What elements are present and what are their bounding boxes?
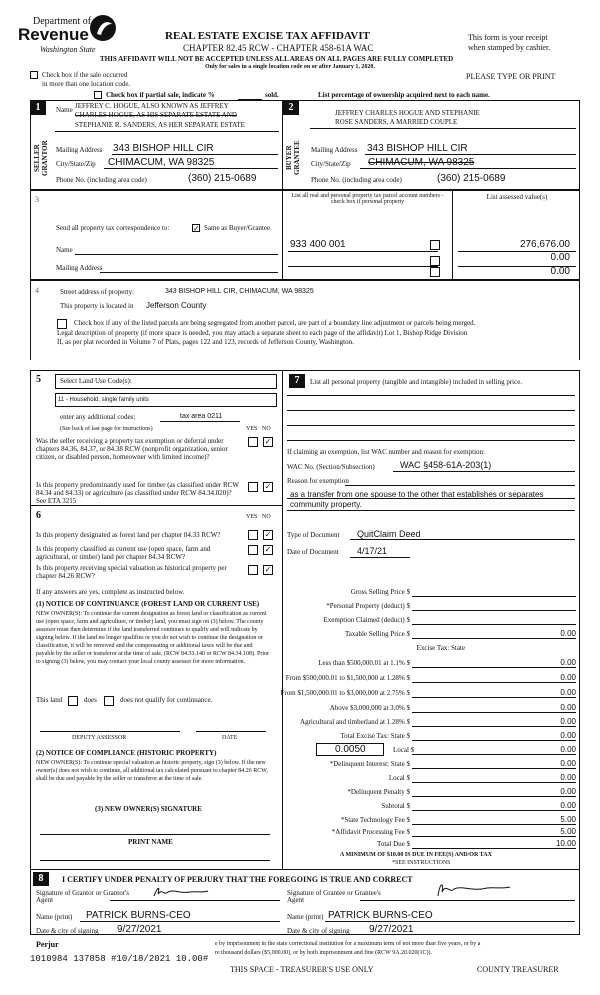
dept-line: Department of xyxy=(33,16,92,27)
section-2-badge: 2 xyxy=(283,101,299,115)
bracket-2-value: 0.00 xyxy=(412,673,576,683)
land-does-not-checkbox[interactable] xyxy=(104,696,114,706)
pp-line-1 xyxy=(287,395,575,396)
bracket-4-label: Above $3,000,000 at 3.0% $ xyxy=(329,704,410,712)
exempt-value xyxy=(412,615,576,625)
grantee-sig-line xyxy=(360,900,575,901)
seller-mail-label: Mailing Address xyxy=(56,146,103,154)
q-exemption-yes[interactable] xyxy=(248,437,258,447)
segregate-label: Check box if any of the listed parcels are being segregated from another parcel, are part of a boundary line adjustment or parcels being merged. xyxy=(74,319,476,327)
additional-codes: tax area 0211 xyxy=(180,413,223,420)
receipt-note-1: This form is your receipt xyxy=(468,33,548,42)
q-forest-yes[interactable] xyxy=(248,530,258,540)
form-warning: THIS AFFIDAVIT WILL NOT BE ACCEPTED UNLESS ALL AREAS ON ALL PAGES ARE FULLY COMPLETED xyxy=(100,55,454,63)
perjury-label: Perjur xyxy=(36,940,59,949)
local-rate: 0.0050 xyxy=(335,744,366,755)
notice1-title: (1) NOTICE OF CONTINUANCE (FOREST LAND OR CURRENT USE) xyxy=(36,600,260,608)
yes-header-6: YES xyxy=(246,514,258,520)
street-address: 343 BISHOP HILL CIR, CHIMACUM, WA 98325 xyxy=(165,288,314,295)
bracket-3-label: From $1,500,000.01 to $3,000,000 at 2.75% $ xyxy=(280,689,410,697)
reason-2: community property. xyxy=(290,500,362,509)
buyer-city: CHIMACUM, WA 98325 xyxy=(368,157,475,168)
tech-fee-label: *State Technology Fee $ xyxy=(340,816,410,824)
wac-line xyxy=(393,471,575,472)
section-4-badge: 4 xyxy=(35,286,39,295)
seller-city-line xyxy=(104,168,278,169)
parcel-divider xyxy=(452,190,453,280)
grantee-name: PATRICK BURNS-CEO xyxy=(328,910,433,921)
del-penalty-label: *Delinquent Penalty $ xyxy=(347,788,410,796)
correspondence-label: Send all property tax correspondence to: xyxy=(56,224,170,232)
grantor-name-line xyxy=(80,921,280,922)
seller-phone: (360) 215-0689 xyxy=(188,173,257,184)
assessed-header: List assessed value(s) xyxy=(486,193,548,201)
reason-line-0 xyxy=(345,485,575,486)
parcel-number: 933 400 001 xyxy=(290,239,346,250)
grantor-date: 9/27/2021 xyxy=(117,924,162,935)
section-6-divider xyxy=(30,505,282,506)
reason-line-2 xyxy=(287,510,575,511)
seller-name-2: CHARLES HOGUE, AS HIS SEPARATE ESTATE AND xyxy=(75,111,237,119)
parcel-line-1 xyxy=(288,251,438,252)
multi-location-label-1: Check box if the sale occurred xyxy=(42,71,128,79)
q-exemption-no[interactable]: ✓ xyxy=(264,437,272,446)
same-as-buyer-checkbox[interactable]: ✓ xyxy=(193,224,200,233)
same-as-buyer-label: Same as Buyer/Grantee xyxy=(204,224,271,232)
grantor-name-label: Name (print) xyxy=(36,913,73,921)
doc-type-line xyxy=(350,539,575,540)
q-timber-yes[interactable] xyxy=(248,482,258,492)
personal-property-checkbox-2[interactable] xyxy=(430,256,440,266)
section-3-badge: 3 xyxy=(35,195,39,204)
total-due-label: Total Due $ xyxy=(377,840,410,848)
perjury-text-2: re thousand dollars ($5,000.00), or by both imprisonment and fine (RCW 9A.20.020(1C)). xyxy=(215,950,433,956)
land-use-label: Select Land Use Code(s): xyxy=(60,377,132,385)
bracket-3-value: 0.00 xyxy=(412,688,576,698)
grantee-sig-label: Signature of Grantee or Grantee's Agent xyxy=(287,889,381,904)
section-8-badge: 8 xyxy=(33,872,49,886)
seller-city-label: City/State/Zip xyxy=(56,160,96,168)
bracket-1-value: 0.00 xyxy=(412,658,576,668)
section-5-badge: 5 xyxy=(36,374,41,385)
proc-fee-value: 5.00 xyxy=(412,827,576,837)
buyer-side-label: BUYER GRANTEE xyxy=(285,140,301,176)
land-does-checkbox[interactable] xyxy=(68,696,78,706)
exemption-label: If claiming an exemption, list WAC number and reason for exemption: xyxy=(287,448,485,456)
total-state-value: 0.00 xyxy=(412,731,576,741)
gross-label: Gross Selling Price $ xyxy=(350,588,410,596)
total-state-label: Total Excise Tax: State $ xyxy=(340,732,410,740)
no-header-6: NO xyxy=(262,514,271,520)
personal-label: *Personal Property (deduct) $ xyxy=(326,602,410,610)
certify-statement: I CERTIFY UNDER PENALTY OF PERJURY THAT THE FOREGOING IS TRUE AND CORRECT xyxy=(62,875,413,884)
pp-line-2 xyxy=(287,410,575,411)
reason-line-1 xyxy=(287,498,575,499)
grantor-sig-line xyxy=(110,900,280,901)
print-name-line xyxy=(40,860,270,861)
buyer-mail-label: Mailing Address xyxy=(311,146,358,154)
reason-1: as a transfer from one spouse to the other that establishes or separates xyxy=(290,490,544,499)
correspondence-divider xyxy=(282,190,283,280)
grantee-date: 9/27/2021 xyxy=(369,924,414,935)
section-6-badge: 6 xyxy=(36,510,41,521)
print-name-label: PRINT NAME xyxy=(128,838,173,846)
corr-mail-line xyxy=(100,272,278,273)
tech-fee-value: 5.00 xyxy=(412,815,576,825)
gross-value xyxy=(412,587,576,597)
bracket-4-value: 0.00 xyxy=(412,703,576,713)
grantor-name: PATRICK BURNS-CEO xyxy=(86,910,191,921)
grantee-signature xyxy=(432,880,512,902)
land-use-code: 11 - Household, single family units xyxy=(58,397,149,403)
deputy-label: DEPUTY ASSESSOR xyxy=(72,735,127,741)
seller-name-label: Name xyxy=(56,106,73,114)
street-label: Street address of property: xyxy=(60,288,135,296)
seller-mail: 343 BISHOP HILL CIR xyxy=(113,143,214,154)
reason-label: Reason for exemption xyxy=(287,477,349,485)
see-back-note: (See back of last page for instructions) xyxy=(60,426,153,432)
grantor-date-label: Date & city of signing xyxy=(36,927,99,935)
personal-property-checkbox-1[interactable] xyxy=(430,240,440,250)
seller-city: CHIMACUM, WA 98325 xyxy=(108,157,215,168)
legal-desc-2: II, as per plat recorded in Volume 7 of Plats, pages 122 and 123, records of Jefferson County, Washington. xyxy=(57,338,354,346)
assessed-value-2: 0.00 xyxy=(550,252,570,263)
multi-location-label-2: in more than one location code. xyxy=(42,80,131,88)
notice2-title: (2) NOTICE OF COMPLIANCE (HISTORIC PROPERTY) xyxy=(36,749,217,757)
additional-codes-label: enter any additional codes: xyxy=(60,413,136,421)
taxable-label: Taxable Selling Price $ xyxy=(344,630,410,638)
seller-name-3: STEPHANIE R. SANDERS, AS HER SEPARATE ESTATE xyxy=(75,121,245,129)
buyer-phone-label: Phone No. (including area code) xyxy=(311,176,402,184)
land-does-label: does xyxy=(84,696,97,704)
partial-sale-checkbox[interactable] xyxy=(94,91,102,99)
perjury-text-1: e by imprisonment in the state correctional institution for a maximum term of not more than five years, or by a xyxy=(215,941,481,947)
total-due-value: 10.00 xyxy=(412,839,576,849)
del-penalty-value: 0.00 xyxy=(412,787,576,797)
personal-property-checkbox-3[interactable] xyxy=(430,267,440,277)
doc-type: QuitClaim Deed xyxy=(357,529,421,539)
exempt-label: Exemption Claimed (deduct) $ xyxy=(323,616,410,624)
seller-side-label: SELLER GRANTOR xyxy=(33,140,49,176)
notice1-body: NEW OWNER(S): To continue the current designation as forest land or classification as current use (open space, farm and agriculture, or timber) land, you must sign on (3) below. The county assessor must then determine if the land transferred continues to qualify and will indicate by signing below. If the land no longer qualifies or you do not wish to continue the designation or classification, it will be removed and the compensating or additional taxes will be due and payable by the seller or transferor at the time of sale. (RCW 84.33.140 or RCW 84.34.108). Prior to signing (3) below, you may contact your local county assessor for more information. xyxy=(36,611,270,665)
buyer-name-line xyxy=(310,128,576,129)
additional-codes-line xyxy=(160,421,240,422)
new-owner-sig-label: (3) NEW OWNER(S) SIGNATURE xyxy=(95,805,202,813)
personal-value xyxy=(412,601,576,611)
excise-state-label: Excise Tax: State xyxy=(416,644,465,652)
this-land-label: This land xyxy=(36,696,63,704)
seller-name-line xyxy=(55,131,279,132)
see-instructions: *SEE INSTRUCTIONS xyxy=(392,860,451,866)
multi-location-checkbox[interactable] xyxy=(30,71,38,79)
county-treasurer: COUNTY TREASURER xyxy=(477,965,559,974)
date-label: DATE xyxy=(222,735,238,741)
print-note: PLEASE TYPE OR PRINT xyxy=(466,72,556,81)
located-label: This property is located in xyxy=(60,302,134,310)
doc-type-label: Type of Document xyxy=(287,531,340,539)
local2-label: Local $ xyxy=(388,774,410,782)
parcel-header: List all real and personal property tax parcel account numbers - check box if personal property xyxy=(291,193,444,205)
local2-value: 0.00 xyxy=(412,773,576,783)
personal-property-label: List all personal property (tangible and intangible) included in selling price. xyxy=(310,378,523,386)
grantor-date-line xyxy=(112,934,280,935)
assessed-value: 276,676.00 xyxy=(519,239,570,250)
grantee-name-line xyxy=(325,921,575,922)
form-subtitle: CHAPTER 82.45 RCW - CHAPTER 458-61A WAC xyxy=(183,43,374,53)
local-label: Local $ xyxy=(393,746,415,754)
proc-fee-label: *Affidavit Processing Fee $ xyxy=(331,828,410,836)
grantee-date-label: Date & city of signing xyxy=(287,927,350,935)
assessed-value-3: 0.00 xyxy=(550,266,570,277)
del-interest-value: 0.00 xyxy=(412,759,576,769)
seller-name-1: JEFFREY C. HOGUE, ALSO KNOWN AS JEFFREY xyxy=(75,102,229,110)
corr-mail-label: Mailing Address xyxy=(56,264,103,272)
pp-line-3 xyxy=(287,425,575,426)
buyer-mail-line xyxy=(365,154,576,155)
ag-value: 0.00 xyxy=(412,717,576,727)
q-current-use: Is this property classified as current use (open space, farm and agricultural, or timber) land per chapter 84.34 RCW? xyxy=(36,545,211,561)
land-does-not-label: does not qualify for continuance. xyxy=(120,696,213,704)
section-1-badge: 1 xyxy=(30,101,46,115)
deputy-line xyxy=(40,731,180,732)
pp-line-4 xyxy=(287,440,575,441)
wac-number: WAC §458-61A-203(1) xyxy=(400,460,492,470)
seller-phone-label: Phone No. (including area code) xyxy=(56,176,147,184)
q-timber-no[interactable]: ✓ xyxy=(264,482,272,491)
buyer-name-1: JEFFREY CHARLES HOGUE AND STEPHANIE xyxy=(335,109,480,117)
q-current-use-yes[interactable] xyxy=(248,545,258,555)
minimum-note: A MINIMUM OF $10.00 IS DUE IN FEE(S) AND/OR TAX xyxy=(340,852,492,858)
q-forest: Is this property designated as forest land per chapter 84.33 RCW? xyxy=(36,531,221,539)
receipt-note-2: when stamped by cashier. xyxy=(468,43,551,52)
partial-sold-label: sold. xyxy=(265,91,279,99)
buyer-city-label: City/State/Zip xyxy=(311,160,351,168)
doc-date-line xyxy=(350,557,410,558)
revenue-logo-icon xyxy=(88,12,118,44)
sale-note: Only for sales in a single location code on or after January 1, 2020. xyxy=(205,64,375,70)
bracket-1-label: Less than $500,000.01 at 1.1% $ xyxy=(318,659,410,667)
q-historic-yes[interactable] xyxy=(248,565,258,575)
grantee-date-line xyxy=(363,934,575,935)
treasurer-use: THIS SPACE - TREASURER'S USE ONLY xyxy=(230,965,374,974)
q-forest-no[interactable]: ✓ xyxy=(264,530,272,539)
q-historic: Is this property receiving special valuation as historical property per chapter 84.26 RCW? xyxy=(36,564,227,580)
buyer-phone: (360) 215-0689 xyxy=(437,173,506,184)
receipt-stamp: 1010984 137858 #10/18/2021 10.00# xyxy=(30,954,209,964)
section-7-badge: 7 xyxy=(289,374,305,388)
subtotal-label: Subtotal $ xyxy=(381,802,410,810)
buyer-name-2: ROSE SANDERS, A MARRIED COUPLE xyxy=(335,118,458,126)
form-title: REAL ESTATE EXCISE TAX AFFIDAVIT xyxy=(165,30,370,42)
del-interest-label: *Delinquent Interest: State $ xyxy=(329,760,410,768)
seller-mail-line xyxy=(112,154,278,155)
if-yes-note: If any answers are yes, complete as instructed below. xyxy=(36,588,185,596)
doc-date-label: Date of Document xyxy=(287,548,339,556)
parcel-line-2 xyxy=(288,266,438,267)
buyer-mail: 343 BISHOP HILL CIR xyxy=(367,143,468,154)
county: Jefferson County xyxy=(146,301,207,310)
q-historic-no[interactable]: ✓ xyxy=(264,565,272,574)
taxable-value: 0.00 xyxy=(412,629,576,639)
grantee-name-label: Name (print) xyxy=(287,913,324,921)
bracket-2-label: From $500,000.01 to $1,500,000 at 1.28% $ xyxy=(285,674,410,682)
notice2-body: NEW OWNER(S): To continue special valuation as historic property, sign (3) below. If the new owner(s) does not wish to continue, all additional tax calculated pursuant to chapter 84.26 RCW, shall be due and payable by the seller or transferor at the time of sale. xyxy=(36,760,268,782)
dept-name: Revenue xyxy=(18,25,89,44)
dept-state: Washington State xyxy=(40,45,96,54)
subtotal-value: 0.00 xyxy=(412,801,576,811)
doc-date: 4/17/21 xyxy=(357,546,388,556)
ownership-note: List percentage of ownership acquired next to each name. xyxy=(318,91,490,99)
ag-label: Agricultural and timberland at 1.28% $ xyxy=(299,718,410,726)
corr-name-label: Name xyxy=(56,246,73,254)
buyer-city-line xyxy=(360,168,576,169)
wac-label: WAC No. (Section/Subsection) xyxy=(287,463,375,471)
q-current-use-no[interactable]: ✓ xyxy=(264,545,272,554)
segregate-checkbox[interactable] xyxy=(57,319,67,329)
legal-desc-1: Legal description of property (if more space is needed, you may attach a separate sheet to each page of the affidavit) Lot 1, Bishop Ridge Division xyxy=(57,329,468,337)
corr-name-line xyxy=(75,254,278,255)
yes-header-5: YES xyxy=(246,426,258,432)
partial-sale-label: Check box if partial sale, indicate % xyxy=(106,91,215,99)
local-value: 0.00 xyxy=(412,745,576,755)
no-header-5: NO xyxy=(262,426,271,432)
grantor-sig-label: Signature of Grantor or Grantor's Agent xyxy=(36,889,130,904)
q-exemption: Was the seller receiving a property tax exemption or deferral under chapters 84.36, 84.37, or 84.38 RCW (nonprofit organization, senior citizen, or disabled person, homeowner with limited income)? xyxy=(36,437,228,461)
q-timber: Is this property predominantly used for timber (as classified under RCW 84.34 and 84.33) or agriculture (as classified under RCW 84.34.020)? See ETA 3215 xyxy=(36,481,239,505)
